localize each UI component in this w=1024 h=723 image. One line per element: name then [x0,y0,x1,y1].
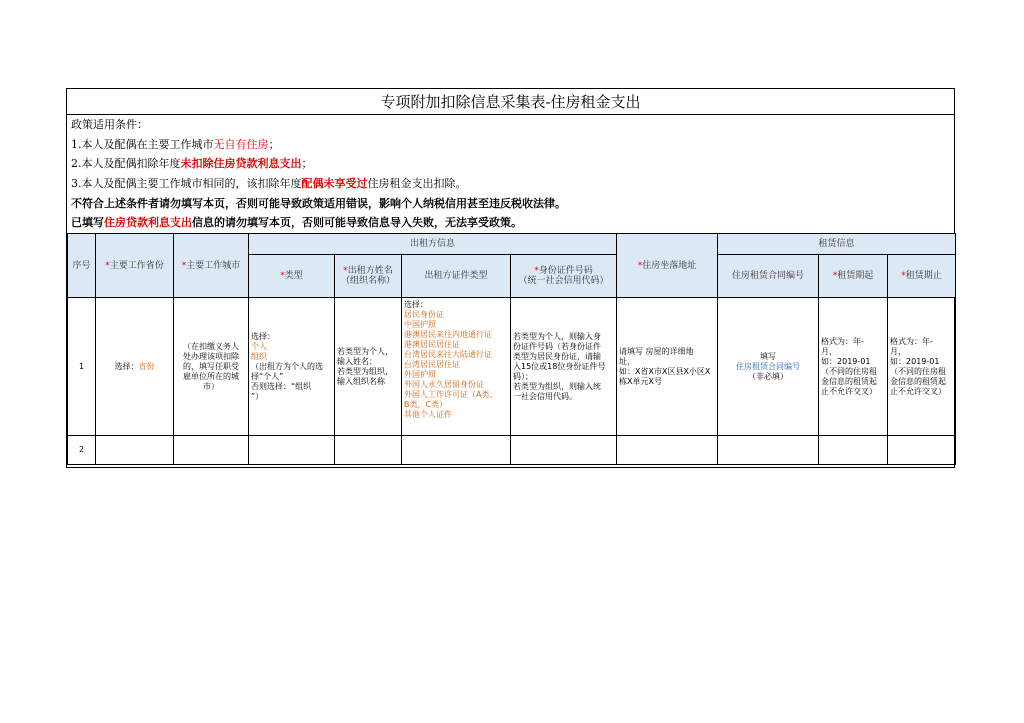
header-id-no: *身份证件号码 （统一社会信用代码） [511,255,617,298]
row2-rent-end[interactable] [888,436,956,465]
header-rent-end: *租赁期止 [888,255,956,298]
header-lessor-group: 出租方信息 [249,234,617,255]
warning-1: 不符合上述条件者请勿填写本页，否则可能导致政策适用错误，影响个人纳税信用甚至违反税收法律。 [71,197,566,210]
header-rent-group: 租赁信息 [718,234,956,255]
row2-rent-start[interactable] [819,436,888,465]
header-type: *类型 [249,255,335,298]
warning-2: 已填写住房贷款利息支出信息的请勿填写本页，否则可能导致信息导入失败，无法享受政策。 [71,216,522,229]
row1-address[interactable]: 请填写 房屋的详细地 址， 如：X省X市X区县X小区X 栋X单元X号 [617,298,718,436]
header-rent-start: *租赁期起 [819,255,888,298]
table-row [68,436,956,465]
row1-rent-start[interactable]: 格式为：年- 月， 如：2019-01 （不同的住房租 金信息的租赁起 止不允许交叉） [819,298,888,436]
condition-1: 1.本人及配偶在主要工作城市无自有住房； [71,138,280,151]
condition-3: 3.本人及配偶主要工作城市相同的，该扣除年度配偶未享受过住房租金支出扣除。 [71,177,467,190]
row1-id-no[interactable]: 若类型为个人，则输入身 份证件号码（若身份证件 类型为居民身份证，请输 入15位或18位身份证件号 码）； 若类型为组织，则输入统 一社会信用代码。 [511,298,617,436]
row2-seq[interactable]: 2 [68,436,96,465]
row1-contract-no[interactable]: 填写 住房租赁合同编号 （非必填） [718,298,819,436]
form-title: 专项附加扣除信息采集表-住房租金支出 [67,89,954,115]
row1-lessor-name[interactable]: 若类型为个人， 输入姓名； 若类型为组织， 输入组织名称 [335,298,402,436]
row1-seq[interactable]: 1 [68,298,96,436]
header-seq: 序号 [68,234,96,298]
row1-city[interactable]: （在扣缴义务人 处办理该项扣除 的，填写任职受 雇单位所在的城 市） [174,298,249,436]
row1-province[interactable]: 选择：省份 [96,298,174,436]
header-work-city: *主要工作城市 [174,234,249,298]
policy-heading: 政策适用条件： [71,118,148,131]
rent-expense-form [66,88,955,468]
header-work-province: *主要工作省份 [96,234,174,298]
row2-lessor-name[interactable] [335,436,402,465]
row2-id-type[interactable] [402,436,511,465]
row2-province[interactable] [96,436,174,465]
header-lessor-name: *出租方姓名 （组织名称） [335,255,402,298]
header-address: *住房坐落地址 [617,234,718,298]
row1-id-type[interactable]: 选择： 居民身份证 中国护照 港澳居民来往内地通行证 港澳居民居住证 台湾居民来往大陆通行证 台湾居民居住证 外国护照 外国人永久居留身份证 外国人工作许可证（A类、 B类，C类） 其他个人证件 [402,298,511,436]
form-table [67,233,956,465]
table-row [68,298,956,436]
header-id-type: 出租方证件类型 [402,255,511,298]
row2-city[interactable] [174,436,249,465]
condition-2: 2.本人及配偶扣除年度未扣除住房贷款利息支出； [71,157,313,170]
row2-contract-no[interactable] [718,436,819,465]
row2-id-no[interactable] [511,436,617,465]
row2-address[interactable] [617,436,718,465]
row2-type[interactable] [249,436,335,465]
header-contract-no: 住房租赁合同编号 [718,255,819,298]
row1-type[interactable]: 选择： 个人 组织 （出租方为个人的选 择“个人” 否则选择：“组织 ”） [249,298,335,436]
row1-rent-end[interactable]: 格式为：年- 月， 如：2019-01 （不同的住房租 金信息的租赁起 止不允许交叉） [888,298,956,436]
